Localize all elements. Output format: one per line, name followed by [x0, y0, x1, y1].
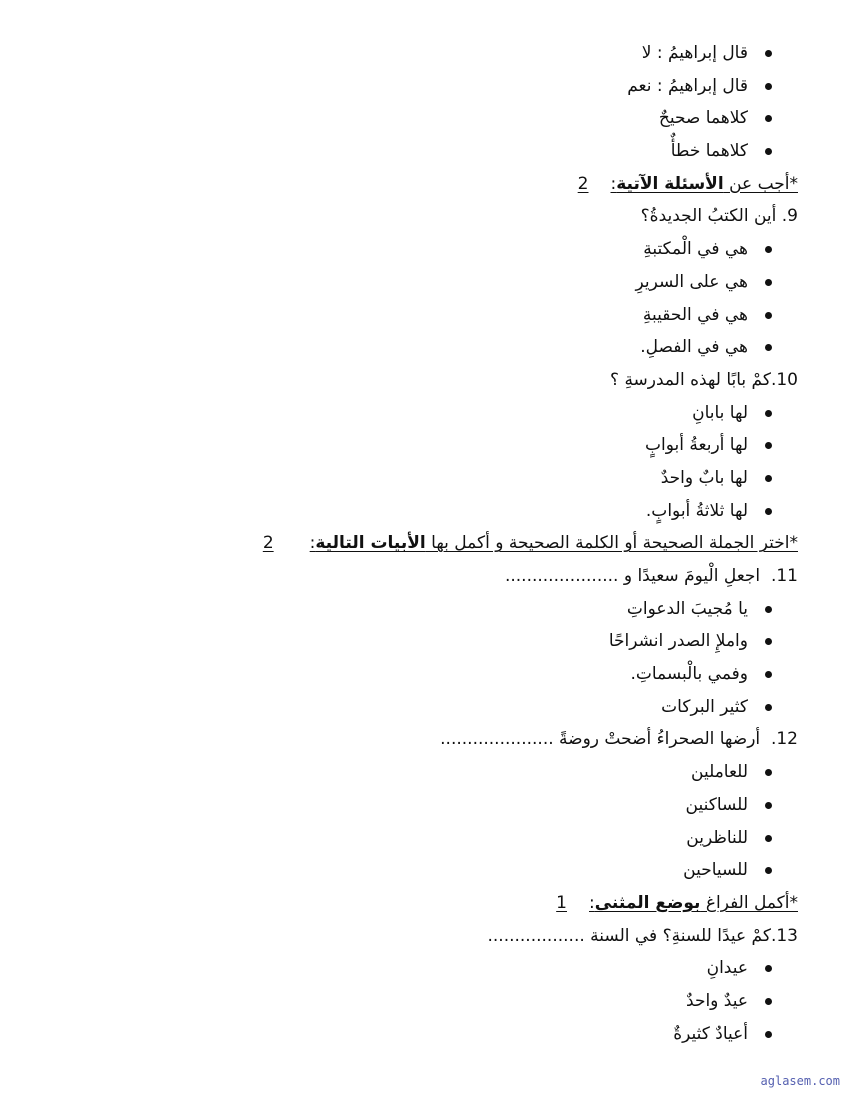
section-marks: 1 [556, 892, 567, 913]
option-text: كلاهما خطأٌ [670, 141, 748, 162]
list-item [178, 822, 798, 855]
section-title [310, 533, 798, 553]
watermark-link[interactable]: aglasem.com [760, 1074, 840, 1088]
section-title-prefix: *اختر الجملة الصحيحة أو الكلمة الصحيحة و أكمل بها [425, 533, 798, 554]
option-text: هي في الْمكتبةِ [643, 239, 748, 260]
section-title-suffix: : [610, 173, 617, 194]
list-item [178, 625, 798, 658]
list-item [178, 985, 798, 1018]
list-item [178, 789, 798, 822]
question-12 [178, 723, 798, 756]
list-item [178, 1018, 798, 1051]
list-item [178, 854, 798, 887]
list-item [178, 691, 798, 724]
option-text: للساكنين [685, 794, 748, 815]
list-item [178, 37, 798, 70]
list-item [178, 593, 798, 626]
bullet-icon [765, 671, 772, 678]
section-title-prefix: *أجب عن [723, 173, 798, 194]
worksheet-page [178, 37, 798, 1050]
bullet-icon [765, 1031, 772, 1038]
option-text: عيدٌ واحدٌ [686, 990, 748, 1011]
list-item [178, 233, 798, 266]
section-title-bold: الأبيات التالية [315, 533, 426, 554]
section-title-suffix: : [309, 533, 316, 554]
option-text: لها بابانِ [692, 402, 748, 423]
bullet-icon [765, 998, 772, 1005]
question-number: 12. [770, 729, 798, 750]
list-item [178, 429, 798, 462]
section-marks: 2 [262, 533, 274, 554]
option-text: لها بابٌ واحدٌ [660, 467, 748, 488]
option-text: كثير البركات [661, 696, 748, 717]
list-item [178, 299, 798, 332]
bullet-icon [765, 279, 772, 286]
option-text: عيدانِ [706, 958, 748, 979]
section-marks: 2 [577, 173, 589, 194]
section-title-bold: الأسئلة الآتية [616, 173, 724, 194]
bullet-icon [765, 606, 772, 613]
question-10 [178, 364, 798, 397]
option-text: هي في الحقيبةِ [642, 304, 748, 325]
question-number: 13. [770, 925, 798, 946]
option-text: واملإِ الصدر انشراحًا [608, 631, 748, 652]
question-number: 11. [770, 566, 798, 586]
bullet-icon [765, 638, 772, 645]
list-item [178, 462, 798, 495]
bullet-icon [765, 442, 772, 449]
bullet-icon [765, 115, 772, 122]
question-text: أين الكتبُ الجديدةُ؟ [640, 206, 777, 227]
list-item [178, 952, 798, 985]
list-item [178, 135, 798, 168]
bullet-icon [765, 802, 772, 809]
bullet-icon [765, 508, 772, 515]
option-text: أعيادٌ كثيرةٌ [673, 1023, 748, 1044]
option-text: قال إبراهيمُ : نعم [627, 75, 748, 96]
top-options-list [178, 37, 798, 168]
bullet-icon [765, 312, 772, 319]
list-item [178, 70, 798, 103]
bullet-icon [765, 50, 772, 57]
section-heading-2 [178, 527, 798, 560]
list-item [178, 495, 798, 528]
option-text: وفمي بالْبسماتِ. [630, 664, 748, 685]
question-text: كمْ بابًا لهذه المدرسةِ ؟ [610, 369, 771, 390]
bullet-icon [765, 410, 772, 417]
question-text: أرضها الصحراءُ أضحتْ روضةً ..................... [440, 729, 761, 750]
question-11 [178, 560, 798, 593]
bullet-icon [765, 704, 772, 711]
bullet-icon [765, 965, 772, 972]
question-13 [178, 920, 798, 953]
bullet-icon [765, 475, 772, 482]
section-title-suffix: : [589, 892, 595, 913]
list-item [178, 397, 798, 430]
list-item [178, 658, 798, 691]
option-text: هي في الفصلِ. [640, 337, 748, 358]
option-text: كلاهما صحيحٌ [658, 108, 748, 129]
option-text: لها أربعةُ أبوابٍ [645, 435, 748, 456]
bullet-icon [765, 867, 772, 874]
option-text: يا مُجيبَ الدعواتِ [626, 598, 748, 619]
section-title-prefix: *أكمل الفراغ [700, 892, 798, 913]
question-text: اجعلِ الْيومَ سعيدًا و ..................... [504, 566, 761, 586]
option-text: لها ثلاثةُ أبوابٍ. [645, 500, 748, 521]
section-title-bold: بوضع المثنى [594, 892, 701, 913]
question-text: كمْ عيدًا للسنةِ؟ في السنة .................. [487, 925, 771, 946]
bullet-icon [765, 148, 772, 155]
section-title [589, 893, 798, 913]
option-text: للعاملين [691, 762, 748, 783]
bullet-icon [765, 835, 772, 842]
list-item [178, 102, 798, 135]
list-item [178, 266, 798, 299]
section-title [611, 174, 799, 194]
section-heading-3 [178, 887, 798, 920]
bullet-icon [765, 246, 772, 253]
option-text: للسياحين [683, 860, 748, 881]
option-text: هي على السريرِ [635, 271, 748, 292]
option-text: قال إبراهيمُ : لا [641, 43, 748, 63]
question-number: 9. [781, 206, 798, 227]
bullet-icon [765, 83, 772, 90]
section-heading-1 [178, 168, 798, 201]
bullet-icon [765, 344, 772, 351]
option-text: للناظرين [686, 827, 748, 848]
question-9 [178, 200, 798, 233]
list-item [178, 331, 798, 364]
bullet-icon [765, 769, 772, 776]
list-item [178, 756, 798, 789]
question-number: 10. [770, 369, 798, 390]
